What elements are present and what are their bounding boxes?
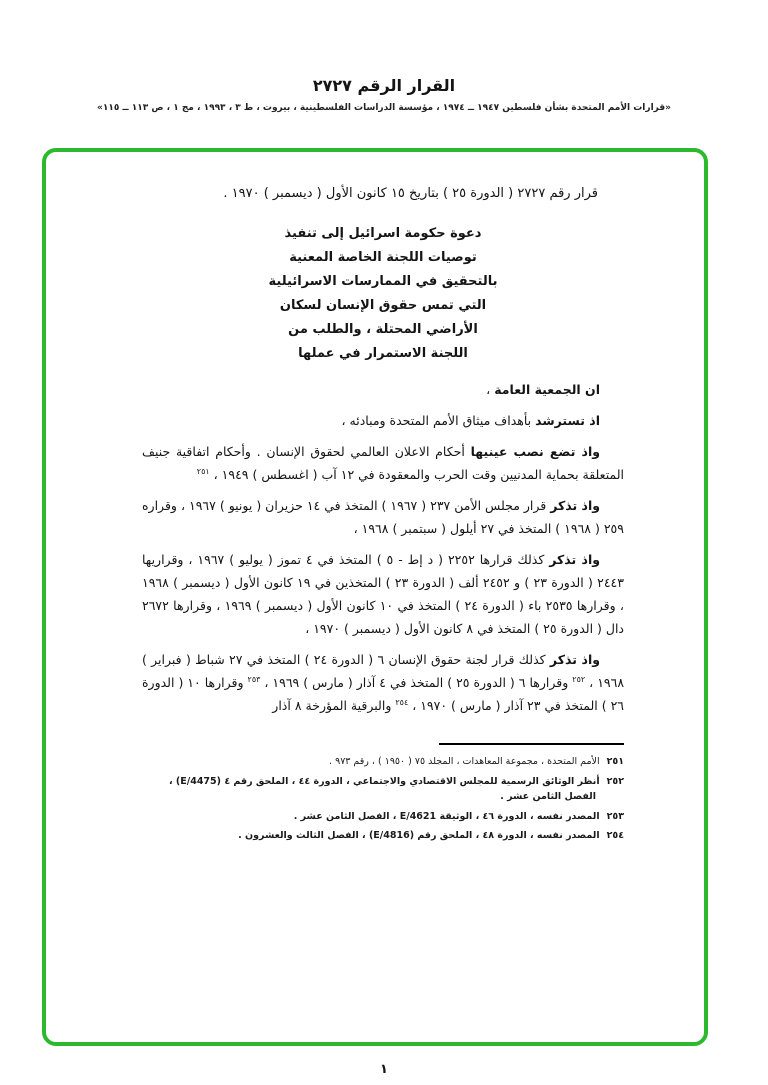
page-number: ١ (380, 1062, 388, 1077)
summary-line: الأراضي المحتلة ، والطلب من (288, 322, 478, 337)
footnote-number: ٢٥٢ (606, 775, 624, 787)
resolution-title: القرار الرقم ٢٧٢٧ (312, 76, 456, 95)
footnote-text: المصدر نفسه ، الدورة ٤٨ ، الملحق رقم (E/4816) ، الفصل الثالث والعشرون . (238, 830, 600, 841)
summary-line: بالتحقيق في الممارسات الاسرائيلية (268, 274, 498, 289)
summary-line: التي تمس حقوق الإنسان لسكان (279, 298, 487, 313)
footnote-text: المصدر نفسه ، الدورة ٤٦ ، الوثيقة E/4621 ، الفصل الثامن عشر . (293, 810, 600, 822)
footnote-separator (439, 743, 624, 745)
footnote (142, 774, 624, 805)
footnote (142, 809, 624, 825)
summary-line: توصيات اللجنة الخاصة المعنية (289, 250, 477, 265)
footnote-number: ٢٥٤ (606, 830, 624, 841)
summary-line: اللجنة الاستمرار في عملها (298, 346, 468, 361)
footnote-text: أنظر الوثائق الرسمية للمجلس الاقتصادي والاجتماعي ، الدورة ٤٤ ، الملحق رقم ٤ (E/4475) ، الفصل الثامن عشر . (168, 775, 600, 802)
resolution-heading: قرار رقم ٢٧٢٧ ( الدورة ٢٥ ) بتاريخ ١٥ كانون الأول ( ديسمبر ) ١٩٧٠ . (223, 186, 598, 201)
resolution-summary (234, 222, 533, 366)
footnote-number: ٢٥٣ (606, 810, 624, 822)
footnote-number: ٢٥١ (606, 756, 624, 767)
summary-line: دعوة حكومة اسرائيل إلى تنفيذ (284, 226, 482, 241)
preamble-paragraph: اذ تسترشد بأهداف ميثاق الأمم المتحدة ومبادئه ، (341, 413, 600, 428)
footnotes-section (142, 754, 624, 844)
footnote (142, 754, 624, 770)
preamble-paragraph: واذ تذكر قرار مجلس الأمن ٢٣٧ ( ١٩٦٧ ) المتخذ في ١٤ حزيران ( يونيو ) ١٩٦٧ ، وقراره ٢٥٩ ( ١٩٦٨ ) المتخذ في ٢٧ أيلول ( سبتمبر ) ١٩٦٨ ، (142, 498, 624, 536)
preamble-paragraph: واذ تذكر كذلك قرارها ٢٢٥٢ ( د إط - ٥ ) المتخذ في ٤ تموز ( يوليو ) ١٩٦٧ ، وقراريها ٢٤٤٣ ( الدورة ٢٣ ) و ٢٤٥٢ ألف ( الدورة ٢٣ ) المتخذين في ١٩ كانون الأول ( ديسمبر ) ١٩٦٨ ، وقرارها ٢٥٣٥ باء ( الدورة ٢٤ ) المتخذ في ١٠ كانون الأول ( ديسمبر ) ١٩٦٩ ، وقرارها ٢٦٧٢ دال ( الدورة ٢٥ ) المتخذ في ٨ كانون الأول ( ديسمبر ) ١٩٧٠ ، (142, 552, 624, 636)
footnote-text: الأمم المتحدة ، مجموعة المعاهدات ، المجلد ٧٥ ( ١٩٥٠ ) ، رقم ٩٧٣ . (329, 756, 600, 767)
preamble-paragraph: واذ تضع نصب عينيها أحكام الاعلان العالمي لحقوق الإنسان . وأحكام اتفاقية جنيف المتعلقة بحماية المدنيين وقت الحرب والمعقودة في ١٢ آب ( اغسطس ) ١٩٤٩ ، $^{٢٥١}$ (142, 444, 624, 482)
source-citation: «قرارات الأمم المتحدة بشأن فلسطين ١٩٤٧ ــ ١٩٧٤ ، مؤسسة الدراسات الفلسطينية ، بيروت ، ط ٣ ، ١٩٩٣ ، مج ١ ، ص ١١٣ ــ ١١٥» (97, 103, 671, 113)
preamble-paragraph: واذ تذكر كذلك قرار لجنة حقوق الإنسان ٦ ( الدورة ٢٤ ) المتخذ في ٢٧ شباط ( فبراير ) ١٩٦٨ ، $^{٢٥٢}$ وقرارها ٦ ( الدورة ٢٥ ) المتخذ في ٤ آذار ( مارس ) ١٩٦٩ ، $^{٢٥٣}$ وقرارها ١٠ ( الدورة ٢٦ ) المتخذ في ٢٣ آذار ( مارس ) ١٩٧٠ ، $^{٢٥٤}$ والبرقية المؤرخة ٨ آذار (142, 652, 625, 713)
footnote (142, 828, 624, 844)
preamble-opening: ان الجمعية العامة ، (486, 382, 600, 397)
content-frame (42, 148, 708, 1046)
